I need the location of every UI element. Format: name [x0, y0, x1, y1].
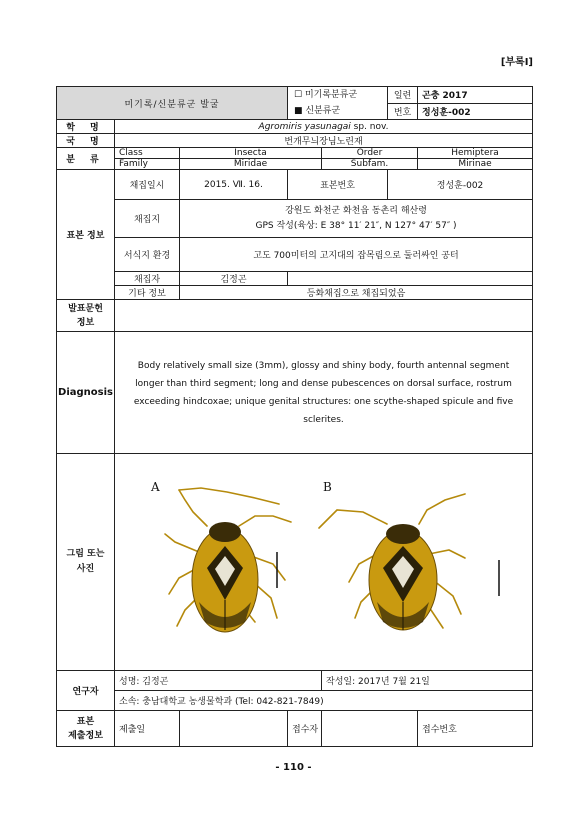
submission-label-line-2: 제출정보 — [68, 730, 103, 741]
submission-label — [57, 711, 115, 747]
option-label: 미기록분류군 — [304, 90, 358, 100]
scientific-name-suffix: sp. nov. — [350, 121, 389, 132]
order-key: Order — [322, 148, 418, 159]
number-label: 번호 — [388, 103, 418, 120]
class-key: Class — [115, 148, 180, 159]
discovery-form — [56, 86, 533, 747]
scientific-name — [115, 120, 533, 134]
locality-line-1: 강원도 화천군 화천읍 동촌리 해산령 — [285, 205, 427, 216]
researcher-label: 연구자 — [57, 671, 115, 711]
collector-extra — [288, 272, 533, 286]
order-value: Hemiptera — [418, 148, 533, 159]
checkbox-filled-icon: ■ — [294, 106, 303, 116]
number-value: 정성훈-002 — [418, 103, 533, 120]
receiver-label: 접수자 — [288, 711, 322, 747]
subfam-key: Subfam. — [322, 159, 418, 170]
receipt-number-field[interactable] — [418, 711, 533, 747]
figure-label — [57, 454, 115, 671]
checkbox-empty-icon: ☐ — [294, 90, 303, 100]
habitat-value: 고도 700미터의 고지대의 잡목림으로 둘러싸인 공터 — [180, 238, 533, 272]
publication-value — [115, 300, 533, 332]
diagnosis-text: Body relatively small size (3mm), glossy and shiny body, fourth antennal segment longer than third segment; long and dense pubescences on dorsal surface, rostrum exceeding hindcoxae; unique genital structures: one scythe-shaped spicule and five sclerites. — [115, 332, 533, 454]
figure-panel — [115, 454, 533, 671]
form-title: 미기록/신분류군 발굴 — [57, 87, 288, 120]
other-info-value: 등화채집으로 채집되었음 — [180, 286, 533, 300]
locality-label: 채집지 — [115, 200, 180, 238]
korean-name: 번개무늬장님노린재 — [115, 134, 533, 148]
diagnosis-label: Diagnosis — [57, 332, 115, 454]
receipt-number-label: 접수번호 — [422, 725, 457, 735]
researcher-name: 성명: 김정곤 — [115, 671, 322, 691]
collection-date-value: 2015. Ⅶ. 16. — [180, 170, 288, 200]
option-unrecorded-taxon[interactable] — [288, 87, 388, 104]
serial-label: 일련 — [388, 87, 418, 104]
panel-a-letter: A — [151, 480, 160, 494]
submit-date-label: 제출일 — [115, 711, 180, 747]
habitat-label: 서식지 환경 — [115, 238, 180, 272]
publication-label — [57, 300, 115, 332]
submit-date-value[interactable] — [180, 711, 288, 747]
panel-b-letter: B — [323, 480, 332, 494]
option-new-taxon[interactable] — [288, 103, 388, 120]
collection-date-label: 채집일시 — [115, 170, 180, 200]
serial-value: 곤충 2017 — [418, 87, 533, 104]
subfam-value: Mirinae — [418, 159, 533, 170]
option-label: 신분류군 — [305, 106, 341, 116]
written-date: 작성일: 2017년 7월 21일 — [322, 671, 533, 691]
collector-label: 채집자 — [115, 272, 180, 286]
locality-line-2: GPS 작성(육상: E 38° 11′ 21″, N 127° 47′ 57″ ) — [255, 220, 457, 231]
scientific-name-label: 학 명 — [57, 120, 115, 134]
figure-label-line-2: 사진 — [76, 564, 95, 574]
page-number: - 110 - — [275, 762, 312, 773]
specimen-info-label: 표본 정보 — [57, 170, 115, 300]
family-key: Family — [115, 159, 180, 170]
specimen-number-value: 정성훈-002 — [388, 170, 533, 200]
figure-canvas — [115, 454, 533, 670]
class-value: Insecta — [180, 148, 322, 159]
figure-label-line-1: 그림 또는 — [66, 549, 105, 559]
scale-bar-b — [493, 558, 505, 598]
classification-label: 분 류 — [57, 148, 115, 170]
locality-value — [180, 200, 533, 238]
scientific-name-italic: Agromiris yasunagai — [258, 121, 351, 132]
specimen-number-label: 표본번호 — [288, 170, 388, 200]
specimen-photo-b — [315, 484, 485, 644]
scale-bar-a — [271, 550, 283, 590]
collector-value: 김정곤 — [180, 272, 288, 286]
receiver-value[interactable] — [322, 711, 418, 747]
other-info-label: 기타 정보 — [115, 286, 180, 300]
researcher-affiliation: 소속: 충남대학교 농생물학과 (Tel: 042-821-7849) — [115, 691, 533, 711]
publication-label-line-1: 발표문헌 — [68, 303, 103, 314]
submission-label-line-1: 표본 — [76, 716, 95, 727]
family-value: Miridae — [180, 159, 322, 170]
appendix-tag: [부록Ⅰ] — [500, 57, 533, 68]
korean-name-label: 국 명 — [57, 134, 115, 148]
publication-label-line-2: 정보 — [76, 317, 95, 328]
